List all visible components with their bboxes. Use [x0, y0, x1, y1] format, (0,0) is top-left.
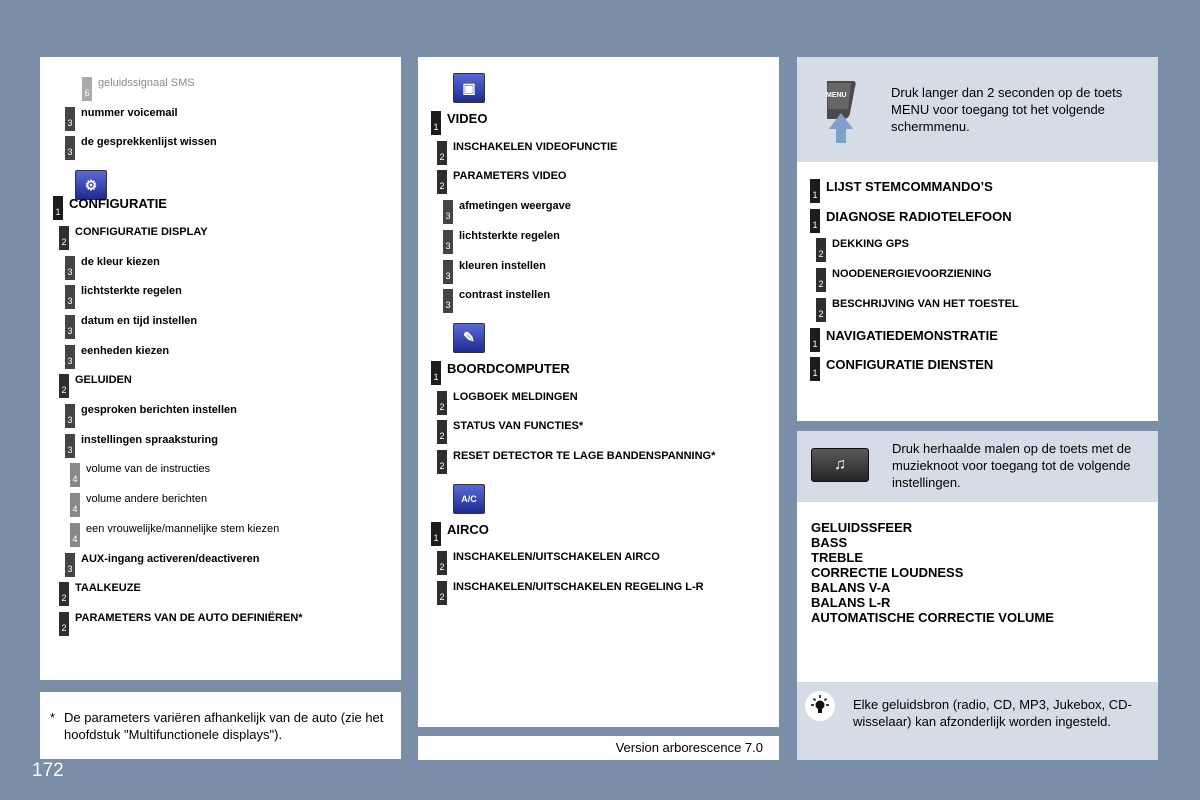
left-menu-list — [40, 57, 401, 680]
menu-item — [418, 420, 779, 446]
menu-item-label: nummer voicemail — [81, 106, 178, 119]
menu-item — [40, 285, 401, 311]
level-badge: 1 — [810, 357, 820, 381]
menu-item-label: volume van de instructies — [86, 463, 211, 476]
middle-menu-panel — [418, 57, 779, 727]
music-note-key-icon — [811, 448, 869, 482]
menu-item-label: PARAMETERS VAN DE AUTO DEFINIËREN* — [75, 611, 303, 624]
level-badge: 4 — [70, 463, 80, 487]
menu-item — [40, 107, 401, 133]
menu-item-label: CONFIGURATIE DISPLAY — [75, 225, 208, 238]
menu-item-label: BOORDCOMPUTER — [447, 360, 570, 376]
level-badge: 3 — [443, 260, 453, 284]
menu-item — [797, 268, 1158, 294]
menu-key-label: MENU — [826, 92, 847, 99]
menu-item-label: afmetingen weergave — [459, 200, 571, 213]
menu-item-label: contrast instellen — [459, 289, 551, 302]
menu-item — [418, 551, 779, 577]
menu-item-label: de gesprekkenlijst wissen — [81, 136, 217, 149]
level-badge: 1 — [431, 522, 441, 546]
lightbulb-icon — [805, 691, 835, 721]
level-badge: 1 — [810, 328, 820, 352]
left-menu-panel — [40, 57, 401, 680]
music-settings-list — [811, 520, 1141, 625]
menu-item-label: TAALKEUZE — [75, 582, 141, 595]
menu-item-label: datum en tijd instellen — [81, 314, 198, 327]
menu-item — [40, 136, 401, 162]
menu-item — [418, 361, 779, 387]
menu-item-label: instellingen spraaksturing — [81, 433, 218, 446]
level-badge: 6 — [82, 77, 92, 101]
menu-item — [40, 612, 401, 638]
level-badge: 3 — [65, 553, 75, 577]
configuration-icon: ⚙ — [75, 170, 107, 200]
footnote-panel — [40, 692, 401, 759]
level-badge: 1 — [810, 209, 820, 233]
menu-item-label: STATUS VAN FUNCTIES* — [453, 420, 584, 433]
menu-item — [418, 581, 779, 607]
menu-item-label: gesproken berichten instellen — [81, 404, 237, 416]
menu-item — [40, 582, 401, 608]
menu-item — [40, 345, 401, 371]
menu-item-label: PARAMETERS VIDEO — [453, 170, 567, 183]
menu-item — [40, 404, 401, 430]
menu-item-label: CONFIGURATIE DIENSTEN — [826, 357, 994, 373]
level-badge: 2 — [816, 298, 826, 322]
menu-item-label: LIJST STEMCOMMANDO’S — [826, 179, 993, 194]
menu-item-label: kleuren instellen — [459, 259, 546, 272]
menu-item — [40, 553, 401, 579]
level-badge: 2 — [437, 450, 447, 474]
music-setting-item: CORRECTIE LOUDNESS — [811, 565, 964, 580]
level-badge: 3 — [65, 256, 75, 280]
music-instruction-text: Druk herhaalde malen op de toets met de muzieknoot voor toegang tot de volgende instellingen. — [892, 441, 1132, 490]
menu-item-label: INSCHAKELEN/UITSCHAKELEN AIRCO — [453, 551, 660, 564]
music-setting-item: BALANS L-R — [811, 595, 891, 610]
level-badge: 3 — [443, 230, 453, 254]
menu-item-label: GELUIDEN — [75, 374, 132, 387]
music-setting-item: BALANS V-A — [811, 580, 891, 595]
menu-item — [418, 170, 779, 196]
level-badge: 2 — [437, 420, 447, 444]
menu-item-label: de kleur kiezen — [81, 255, 160, 268]
menu-item-label: NAVIGATIEDEMONSTRATIE — [826, 327, 998, 343]
music-panel — [797, 431, 1158, 760]
trip-computer-icon: ✎ — [453, 323, 485, 353]
page-number: 172 — [32, 760, 64, 781]
menu-item — [40, 493, 401, 519]
level-badge: 2 — [437, 551, 447, 575]
menu-instruction-text: Druk langer dan 2 seconden op de toets MENU voor toegang tot het volgende schermmenu. — [891, 85, 1123, 134]
menu-item — [40, 523, 401, 549]
level-badge: 3 — [65, 107, 75, 131]
level-badge: 2 — [437, 391, 447, 415]
menu-item — [797, 238, 1158, 264]
menu-item — [418, 141, 779, 167]
level-badge: 2 — [437, 581, 447, 605]
tip-text: Elke geluidsbron (radio, CD, MP3, Jukebox, CD-wisselaar) kan afzonderlijk worden ingesteld. — [853, 697, 1132, 729]
menu-item — [40, 315, 401, 341]
menu-item — [418, 289, 779, 315]
music-setting-item: BASS — [811, 535, 848, 550]
level-badge: 1 — [431, 111, 441, 135]
menu-item-label: INSCHAKELEN/UITSCHAKELEN REGELING L-R — [453, 581, 704, 594]
menu-item — [418, 522, 779, 548]
menu-item-label: AUX-ingang activeren/deactiveren — [81, 552, 260, 565]
version-label: Version arborescence 7.0 — [615, 740, 763, 755]
menu-item-label: DIAGNOSE RADIOTELEFOON — [826, 208, 1012, 224]
menu-item-label: INSCHAKELEN VIDEOFUNCTIE — [453, 140, 618, 153]
music-setting-item: AUTOMATISCHE CORRECTIE VOLUME — [811, 610, 1054, 625]
menu-item-label: DEKKING GPS — [832, 238, 910, 251]
footnote-marker: * — [50, 710, 56, 725]
footnote-text: De parameters variëren afhankelijk van de auto (zie het hoofdstuk "Multifunctionele displays"). — [64, 710, 384, 742]
middle-menu-list — [418, 57, 779, 727]
level-badge: 3 — [65, 404, 75, 428]
menu-item — [418, 450, 779, 476]
menu-item — [797, 298, 1158, 324]
menu-item — [418, 391, 779, 417]
level-badge: 3 — [443, 289, 453, 313]
menu-item — [40, 226, 401, 252]
tip-box — [797, 682, 1158, 760]
menu-item — [797, 209, 1158, 235]
menu-item-label: eenheden kiezen — [81, 344, 170, 357]
music-note-glyph: ♫ — [834, 456, 846, 473]
menu-item — [418, 230, 779, 256]
menu-item-list — [797, 57, 1158, 421]
menu-item — [797, 179, 1158, 205]
menu-item — [40, 256, 401, 282]
menu-item-label: geluidssignaal SMS — [98, 77, 195, 89]
level-badge: 2 — [816, 268, 826, 292]
menu-item-label: lichtsterkte regelen — [459, 229, 560, 242]
level-badge: 2 — [59, 226, 69, 250]
level-badge: 3 — [443, 200, 453, 224]
menu-item-label: AIRCO — [447, 521, 489, 537]
level-badge: 2 — [437, 141, 447, 165]
level-badge: 2 — [59, 374, 69, 398]
menu-item-label: LOGBOEK MELDINGEN — [453, 390, 578, 403]
menu-item — [418, 111, 779, 137]
menu-item — [40, 77, 401, 103]
menu-item — [40, 434, 401, 460]
menu-item-label: een vrouwelijke/mannelijke stem kiezen — [86, 522, 280, 535]
menu-item — [40, 374, 401, 400]
level-badge: 2 — [59, 582, 69, 606]
level-badge: 2 — [816, 238, 826, 262]
music-setting-item: GELUIDSSFEER — [811, 520, 913, 535]
menu-item — [418, 260, 779, 286]
menu-item-label: CONFIGURATIE — [69, 196, 167, 212]
level-badge: 2 — [59, 612, 69, 636]
menu-item-label: RESET DETECTOR TE LAGE BANDENSPANNING* — [453, 450, 716, 462]
aircon-icon: A/C — [453, 484, 485, 514]
menu-item-label: volume andere berichten — [86, 493, 208, 506]
video-icon: ▣ — [453, 73, 485, 103]
menu-item-label: VIDEO — [447, 111, 488, 126]
level-badge: 4 — [70, 493, 80, 517]
menu-item — [40, 463, 401, 489]
menu-item-label: NOODENERGIEVOORZIENING — [832, 268, 992, 281]
level-badge: 1 — [810, 179, 820, 203]
version-panel — [418, 736, 779, 760]
level-badge: 1 — [431, 361, 441, 385]
menu-item — [797, 328, 1158, 354]
music-setting-item: TREBLE — [811, 550, 863, 565]
level-badge: 2 — [437, 170, 447, 194]
level-badge: 3 — [65, 434, 75, 458]
level-badge: 3 — [65, 285, 75, 309]
music-instruction-box — [797, 431, 1158, 502]
menu-item-label: lichtsterkte regelen — [81, 285, 182, 298]
menu-panel — [797, 57, 1158, 421]
menu-item — [40, 196, 401, 222]
level-badge: 3 — [65, 315, 75, 339]
level-badge: 4 — [70, 523, 80, 547]
menu-item-label: BESCHRIJVING VAN HET TOESTEL — [832, 297, 1019, 310]
level-badge: 3 — [65, 136, 75, 160]
level-badge: 1 — [53, 196, 63, 220]
menu-item — [418, 200, 779, 226]
menu-item — [797, 357, 1158, 383]
level-badge: 3 — [65, 345, 75, 369]
